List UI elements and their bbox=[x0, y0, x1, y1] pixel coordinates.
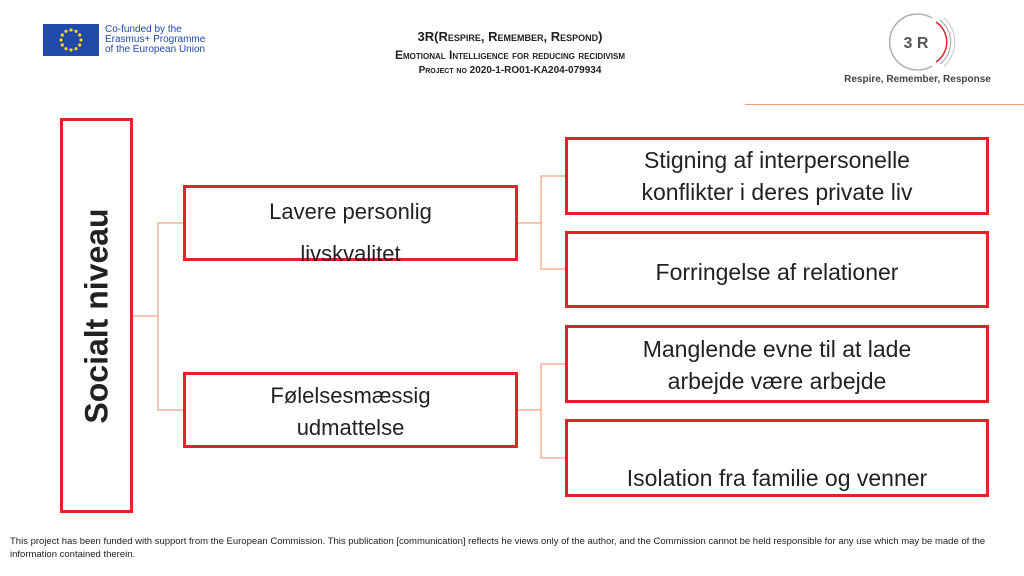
3r-logo-mark: 3 R bbox=[903, 35, 929, 52]
connector-root-branch2 bbox=[158, 316, 183, 410]
leaf-node-1 bbox=[565, 137, 989, 215]
root-node-label: Socialt niveau bbox=[78, 207, 114, 424]
branch-2-line-2: udmattelse bbox=[296, 415, 405, 440]
branch-node-1 bbox=[183, 185, 518, 266]
leaf-1-line-1: Stigning af interpersonelle bbox=[644, 147, 910, 173]
eu-line-3: of the European Union bbox=[105, 44, 206, 55]
connector-branch1-leaf2 bbox=[541, 223, 565, 269]
connector-root-branch1 bbox=[133, 223, 183, 316]
connector-branch2-leaf4 bbox=[541, 410, 565, 458]
branch-node-2 bbox=[183, 372, 518, 448]
leaf-node-3 bbox=[565, 325, 989, 403]
leaf-1-line-2: konflikter i deres private liv bbox=[641, 179, 913, 205]
branch-1-line-1: Lavere personlig bbox=[269, 199, 432, 224]
leaf-4-label: Isolation fra familie og venner bbox=[626, 465, 928, 491]
eu-line-1: Co-funded by the bbox=[105, 24, 182, 35]
leaf-3-line-1: Manglende evne til at lade bbox=[642, 336, 912, 362]
header-project-number: Project no 2020-1-RO01-KA204-079934 bbox=[418, 65, 602, 76]
leaf-node-4 bbox=[565, 419, 989, 497]
funding-disclaimer: This project has been funded with support from the European Commission. This publication [communication] reflects he views only of the author, and the Commission cannot be held responsible for any use which may be made of the information contained therein. bbox=[10, 536, 986, 560]
connector-branch1-leaf1 bbox=[518, 176, 565, 223]
leaf-node-2 bbox=[565, 231, 989, 308]
eu-line-2: Erasmus+ Programme bbox=[105, 34, 206, 45]
root-node-box bbox=[60, 118, 133, 513]
header-title: 3R(Respire, Remember, Respond) bbox=[417, 29, 603, 44]
connector-branch2-leaf3 bbox=[518, 364, 565, 410]
leaf-2-label: Forringelse af relationer bbox=[655, 259, 899, 285]
branch-2-line-1: Følelsesmæssig bbox=[270, 383, 431, 408]
branch-1-line-2: livskvalitet bbox=[300, 241, 401, 266]
3r-logo-tagline: Respire, Remember, Response bbox=[844, 74, 991, 85]
leaf-3-line-2: arbejde være arbejde bbox=[667, 368, 887, 394]
header-subtitle: Emotional Intelligence for reducing recidivism bbox=[394, 48, 625, 62]
